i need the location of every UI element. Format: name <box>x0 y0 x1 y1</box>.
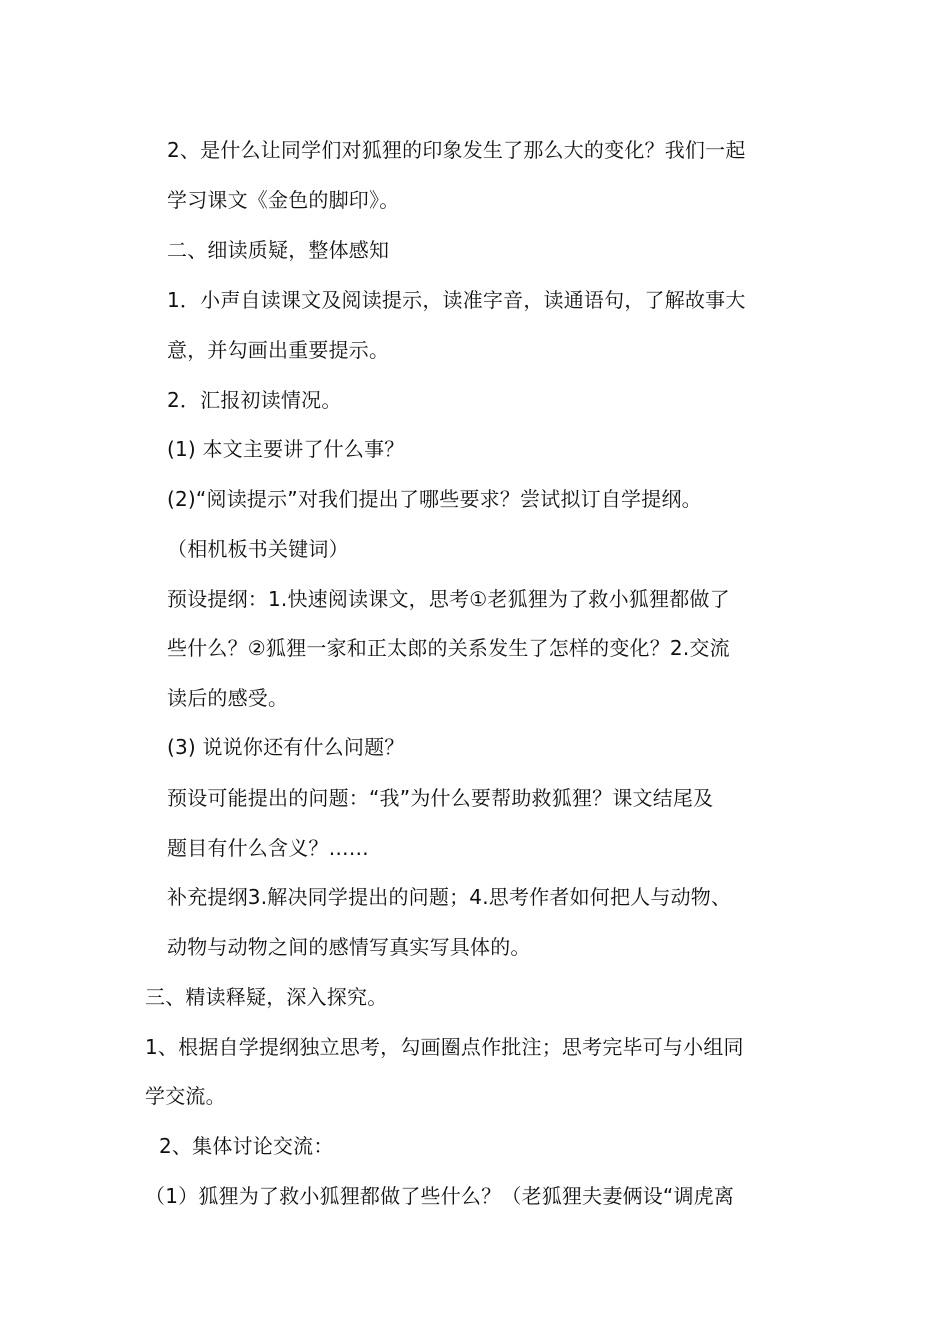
paragraph-line: 预设可能提出的问题：“我”为什么要帮助救狐狸？课文结尾及 <box>167 786 714 810</box>
paragraph-line: 1．小声自读课文及阅读提示，读准字音，读通语句，了解故事大 <box>167 288 746 312</box>
section-heading: 三、精读释疑，深入探究。 <box>145 985 388 1009</box>
paragraph-line: 1、根据自学提纲独立思考，勾画圈点作批注；思考完毕可与小组同 <box>145 1035 744 1059</box>
paragraph-line: 动物与动物之间的感情写真实写具体的。 <box>167 935 531 959</box>
paragraph-line: 题目有什么含义？…… <box>167 836 369 860</box>
paragraph-line: 2、集体讨论交流： <box>159 1134 334 1158</box>
paragraph-line: 2、是什么让同学们对狐狸的印象发生了那么大的变化？我们一起 <box>167 138 746 162</box>
section-heading: 二、细读质疑，整体感知 <box>167 238 390 262</box>
paragraph-line: 预设提纲：1.快速阅读课文，思考①老狐狸为了救小狐狸都做了 <box>167 587 730 611</box>
paragraph-line: 学交流。 <box>145 1084 226 1108</box>
paragraph-line: 些什么？②狐狸一家和正太郎的关系发生了怎样的变化？2.交流 <box>167 636 730 660</box>
paragraph-line: 学习课文《金色的脚印》。 <box>167 188 400 212</box>
paragraph-line: (3) 说说你还有什么问题？ <box>167 735 405 759</box>
paragraph-line: (1) 本文主要讲了什么事？ <box>167 437 405 461</box>
paragraph-line: 读后的感受。 <box>167 686 289 710</box>
paragraph-line: 2．汇报初读情况。 <box>167 388 342 412</box>
paragraph-line: （1）狐狸为了救小狐狸都做了些什么？（老狐狸夫妻俩设“调虎离 <box>145 1184 735 1208</box>
paragraph-line: （相机板书关键词） <box>167 537 349 561</box>
paragraph-line: 意，并勾画出重要提示。 <box>167 338 390 362</box>
paragraph-line: (2)“阅读提示”对我们提出了哪些要求？尝试拟订自学提纲。 <box>167 487 702 511</box>
paragraph-line: 补充提纲3.解决同学提出的问题；4.思考作者如何把人与动物、 <box>167 885 732 909</box>
